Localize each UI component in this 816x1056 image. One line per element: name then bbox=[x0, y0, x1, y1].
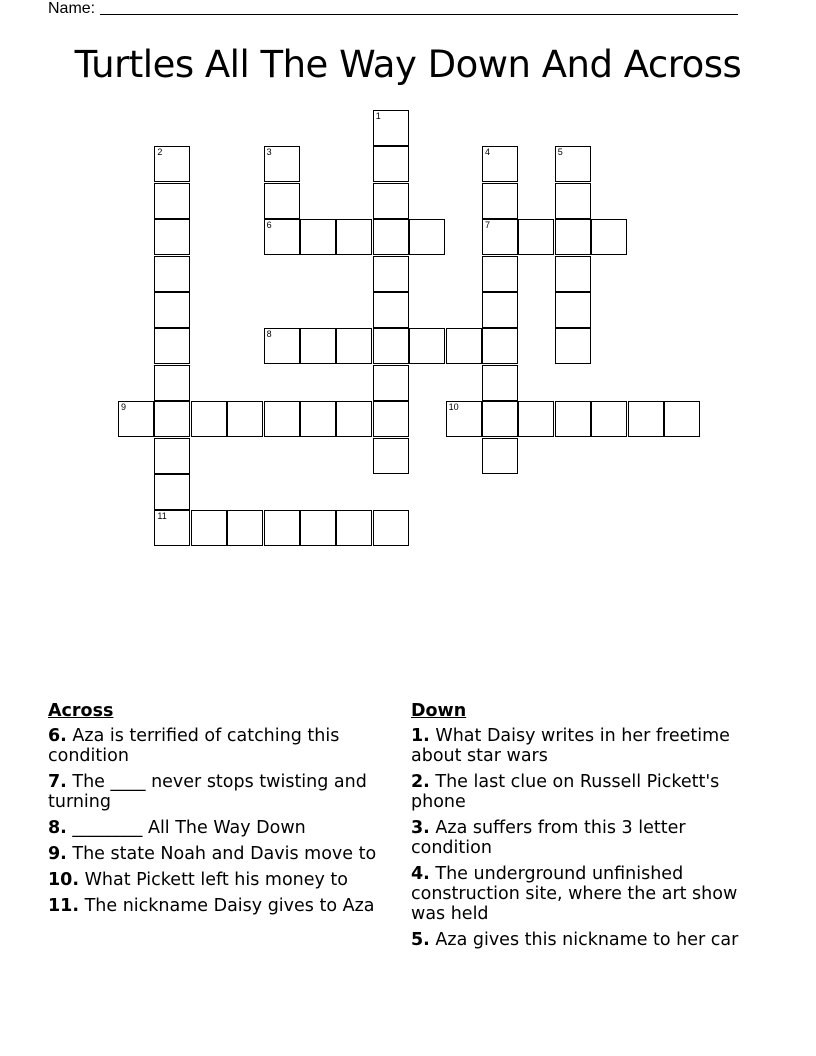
grid-cell[interactable] bbox=[482, 183, 518, 219]
grid-cell[interactable] bbox=[191, 401, 227, 437]
clue-number: 2. bbox=[411, 772, 430, 792]
clue-number: 6. bbox=[48, 726, 67, 746]
grid-cell[interactable] bbox=[154, 292, 190, 328]
cell-number: 2 bbox=[157, 147, 163, 158]
grid-cell[interactable] bbox=[482, 292, 518, 328]
cell-number: 5 bbox=[557, 147, 563, 158]
down-heading: Down bbox=[411, 701, 467, 721]
across-clue-list bbox=[48, 726, 393, 916]
grid-cell[interactable] bbox=[373, 292, 409, 328]
grid-cell[interactable] bbox=[628, 401, 664, 437]
grid-cell[interactable] bbox=[300, 510, 336, 546]
clue-text: Aza gives this nickname to her car bbox=[435, 930, 739, 950]
grid-cell[interactable] bbox=[555, 292, 591, 328]
grid-cell[interactable] bbox=[591, 219, 627, 255]
grid-cell[interactable] bbox=[264, 328, 300, 364]
clue-down-1 bbox=[411, 726, 771, 766]
grid-cell[interactable] bbox=[154, 146, 190, 182]
grid-cell[interactable] bbox=[191, 510, 227, 546]
grid-cell[interactable] bbox=[336, 401, 372, 437]
grid-cell[interactable] bbox=[555, 256, 591, 292]
clue-across-6 bbox=[48, 726, 393, 766]
clue-down-5 bbox=[411, 930, 771, 950]
grid-cell[interactable] bbox=[300, 219, 336, 255]
grid-cell[interactable] bbox=[336, 328, 372, 364]
name-label: Name: bbox=[48, 0, 96, 17]
grid-cell[interactable] bbox=[482, 365, 518, 401]
grid-cell[interactable] bbox=[154, 510, 190, 546]
grid-cell[interactable] bbox=[409, 219, 445, 255]
grid-cell[interactable] bbox=[446, 401, 482, 437]
grid-cell[interactable] bbox=[154, 183, 190, 219]
clue-number: 5. bbox=[411, 930, 430, 950]
cell-number: 8 bbox=[266, 329, 272, 340]
grid-cell[interactable] bbox=[373, 256, 409, 292]
grid-cell[interactable] bbox=[154, 401, 190, 437]
grid-cell[interactable] bbox=[373, 510, 409, 546]
grid-cell[interactable] bbox=[264, 219, 300, 255]
cell-number: 1 bbox=[375, 111, 381, 121]
grid-cell[interactable] bbox=[154, 474, 190, 510]
grid-cell[interactable] bbox=[336, 510, 372, 546]
clue-number: 7. bbox=[48, 772, 67, 792]
clue-text: The ____ never stops twisting and turning bbox=[48, 772, 367, 812]
cell-number: 9 bbox=[121, 402, 127, 413]
grid-cell[interactable] bbox=[518, 401, 554, 437]
grid-cell[interactable] bbox=[373, 146, 409, 182]
clue-number: 1. bbox=[411, 726, 430, 746]
clue-down-2 bbox=[411, 772, 771, 812]
grid-cell[interactable] bbox=[227, 510, 263, 546]
cell-number: 7 bbox=[485, 220, 491, 231]
clue-text: Aza suffers from this 3 letter condition bbox=[411, 818, 686, 858]
down-clue-list bbox=[411, 726, 771, 950]
cell-number: 6 bbox=[266, 220, 272, 231]
clue-text: ________ All The Way Down bbox=[72, 818, 306, 838]
grid-cell[interactable] bbox=[154, 365, 190, 401]
grid-cell[interactable] bbox=[300, 328, 336, 364]
clue-number: 4. bbox=[411, 864, 430, 884]
grid-cell[interactable] bbox=[264, 510, 300, 546]
grid-cell[interactable] bbox=[264, 146, 300, 182]
grid-cell[interactable] bbox=[373, 401, 409, 437]
cell-number: 4 bbox=[485, 147, 491, 158]
grid-cell[interactable] bbox=[373, 365, 409, 401]
cell-number: 3 bbox=[266, 147, 272, 158]
cell-number: 11 bbox=[157, 511, 167, 522]
grid-cell[interactable] bbox=[446, 328, 482, 364]
grid-cell[interactable] bbox=[373, 438, 409, 474]
grid-cell[interactable] bbox=[154, 219, 190, 255]
clue-across-8 bbox=[48, 818, 393, 838]
grid-cell[interactable] bbox=[264, 401, 300, 437]
clue-number: 8. bbox=[48, 818, 67, 838]
grid-cell[interactable] bbox=[373, 183, 409, 219]
grid-cell[interactable] bbox=[555, 401, 591, 437]
clue-number: 10. bbox=[48, 870, 80, 890]
grid-cell[interactable] bbox=[264, 183, 300, 219]
grid-cell[interactable] bbox=[154, 328, 190, 364]
clue-text: The underground unfinished construction site, where the art show was held bbox=[411, 864, 738, 924]
clue-number: 3. bbox=[411, 818, 430, 838]
grid-cell[interactable] bbox=[555, 146, 591, 182]
across-heading: Across bbox=[48, 701, 114, 721]
clue-text: The state Noah and Davis move to bbox=[72, 844, 377, 864]
grid-cell[interactable] bbox=[373, 219, 409, 255]
grid-cell[interactable] bbox=[591, 401, 627, 437]
grid-cell[interactable] bbox=[482, 256, 518, 292]
grid-cell[interactable] bbox=[373, 328, 409, 364]
down-clues bbox=[411, 701, 771, 956]
clue-text: The nickname Daisy gives to Aza bbox=[84, 896, 375, 916]
cell-number: 10 bbox=[448, 402, 459, 413]
puzzle-title: Turtles All The Way Down And Across bbox=[74, 43, 742, 86]
grid-cell[interactable] bbox=[336, 219, 372, 255]
grid-cell[interactable] bbox=[482, 219, 518, 255]
grid-cell[interactable] bbox=[555, 219, 591, 255]
clue-down-3 bbox=[411, 818, 771, 858]
grid-cell[interactable] bbox=[482, 146, 518, 182]
clue-text: Aza is terrified of catching this condition bbox=[48, 726, 340, 766]
clue-across-9 bbox=[48, 844, 393, 864]
grid-cell[interactable] bbox=[482, 328, 518, 364]
grid-cell[interactable] bbox=[664, 401, 700, 437]
clue-across-11 bbox=[48, 896, 393, 916]
clue-down-4 bbox=[411, 864, 771, 924]
across-clues bbox=[48, 701, 393, 922]
clue-number: 9. bbox=[48, 844, 67, 864]
grid-cell[interactable] bbox=[118, 401, 154, 437]
grid-cell[interactable] bbox=[555, 328, 591, 364]
grid-cell[interactable] bbox=[555, 183, 591, 219]
grid-cell[interactable] bbox=[154, 438, 190, 474]
grid-cell[interactable] bbox=[154, 256, 190, 292]
clue-text: What Daisy writes in her freetime about star wars bbox=[411, 726, 730, 766]
grid-cell[interactable] bbox=[518, 219, 554, 255]
clue-text: What Pickett left his money to bbox=[84, 870, 348, 890]
grid-cell[interactable] bbox=[227, 401, 263, 437]
clue-text: The last clue on Russell Pickett's phone bbox=[411, 772, 720, 812]
clue-across-10 bbox=[48, 870, 393, 890]
grid-cell[interactable] bbox=[409, 328, 445, 364]
clue-across-7 bbox=[48, 772, 393, 812]
grid-cell[interactable] bbox=[300, 401, 336, 437]
grid-cell[interactable] bbox=[482, 438, 518, 474]
grid-cell[interactable] bbox=[482, 401, 518, 437]
clue-number: 11. bbox=[48, 896, 80, 916]
grid-cell[interactable] bbox=[373, 110, 409, 146]
